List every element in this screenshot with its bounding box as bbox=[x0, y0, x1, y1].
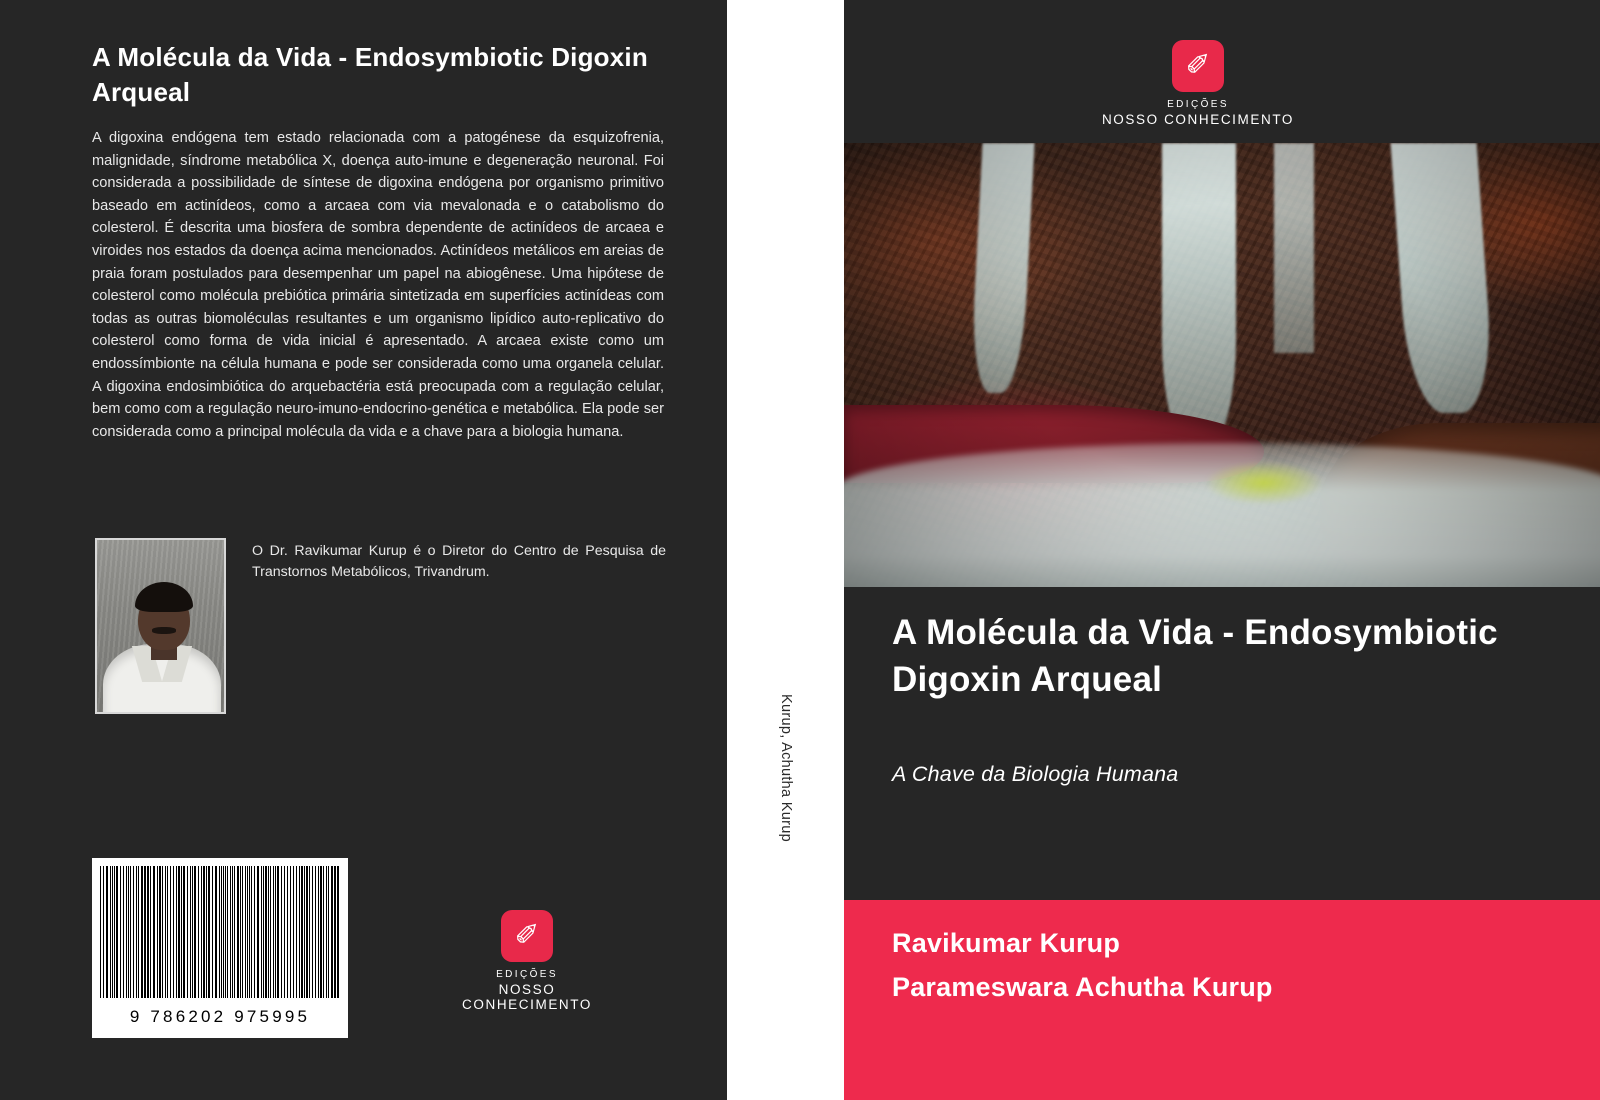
author-name-band bbox=[844, 900, 1600, 1100]
feather-icon bbox=[501, 910, 553, 962]
back-cover-title: A Molécula da Vida - Endosymbiotic Digoxin Arqueal bbox=[92, 42, 648, 108]
barcode-digits: 9 786202 975995 bbox=[129, 1007, 311, 1026]
barcode bbox=[92, 858, 348, 1038]
author-photo bbox=[95, 538, 226, 714]
photo-moustache bbox=[152, 627, 176, 634]
publisher-name-line2: NOSSO CONHECIMENTO bbox=[1101, 112, 1295, 127]
publisher-name-line1: EDIÇÕES bbox=[1167, 99, 1229, 110]
front-publisher-logo bbox=[844, 40, 1600, 127]
barcode-bars bbox=[100, 866, 340, 1006]
front-cover-title: A Molécula da Vida - Endosymbiotic Digoxin Arqueal bbox=[892, 613, 1498, 699]
feather-icon bbox=[1172, 40, 1224, 92]
back-publisher-logo bbox=[432, 910, 622, 1012]
publisher-name-line2: NOSSO CONHECIMENTO bbox=[462, 982, 592, 1012]
cover-photo-waterfall bbox=[844, 143, 1600, 587]
photo-vignette bbox=[844, 143, 1600, 587]
author-name-1: Ravikumar Kurup bbox=[892, 928, 1121, 958]
feather-glyph: ✐ bbox=[1185, 49, 1211, 82]
back-cover bbox=[0, 0, 727, 1100]
book-spine bbox=[727, 0, 844, 1100]
front-cover bbox=[844, 0, 1600, 1100]
publisher-name-line1: EDIÇÕES bbox=[496, 969, 558, 980]
spine-author-text: Kurup, Achutha Kurup bbox=[777, 694, 794, 842]
author-name-2: Parameswara Achutha Kurup bbox=[892, 972, 1273, 1002]
feather-glyph: ✐ bbox=[514, 919, 540, 952]
author-bio-text: O Dr. Ravikumar Kurup é o Diretor do Centro de Pesquisa de Transtornos Metabólicos, Trivandrum. bbox=[252, 543, 666, 580]
front-cover-subtitle: A Chave da Biologia Humana bbox=[892, 762, 1179, 786]
back-cover-blurb: A digoxina endógena tem estado relacionada com a patogénese da esquizofrenia, malignidade, síndrome metabólica X, doença auto-imune e degeneração neuronal. Foi considerada a possibilidade de síntese de digoxina endógena por organismo primitivo baseado em actinídeos, como a arcaea com via mevalonada e o catabolismo do colesterol. É descrita uma biosfera de sombra dependente de actinídeos de arcaea e viroides nos estados da doença acima mencionados. Actinídeos metálicos em areias de praia foram postulados para desempenhar um papel na abiogênese. Uma hipótese de colesterol como molécula prebiótica primária sintetizada em superfícies actinídeas com todas as outras biomoléculas resultantes e um organismo lipídico auto-replicativo do colesterol como forma de vida inicial é apresentado. A arcaea existe como um endossímbionte na célula humana e pode ser considerada como uma organela celular. A digoxina endosimbiótica do arquebactéria está preocupada com a regulação celular, bem como com a regulação neuro-imuno-endocrino-genética e metabólica. Ela pode ser considerada como a principal molécula da vida e a chave para a biologia humana. bbox=[92, 130, 664, 440]
